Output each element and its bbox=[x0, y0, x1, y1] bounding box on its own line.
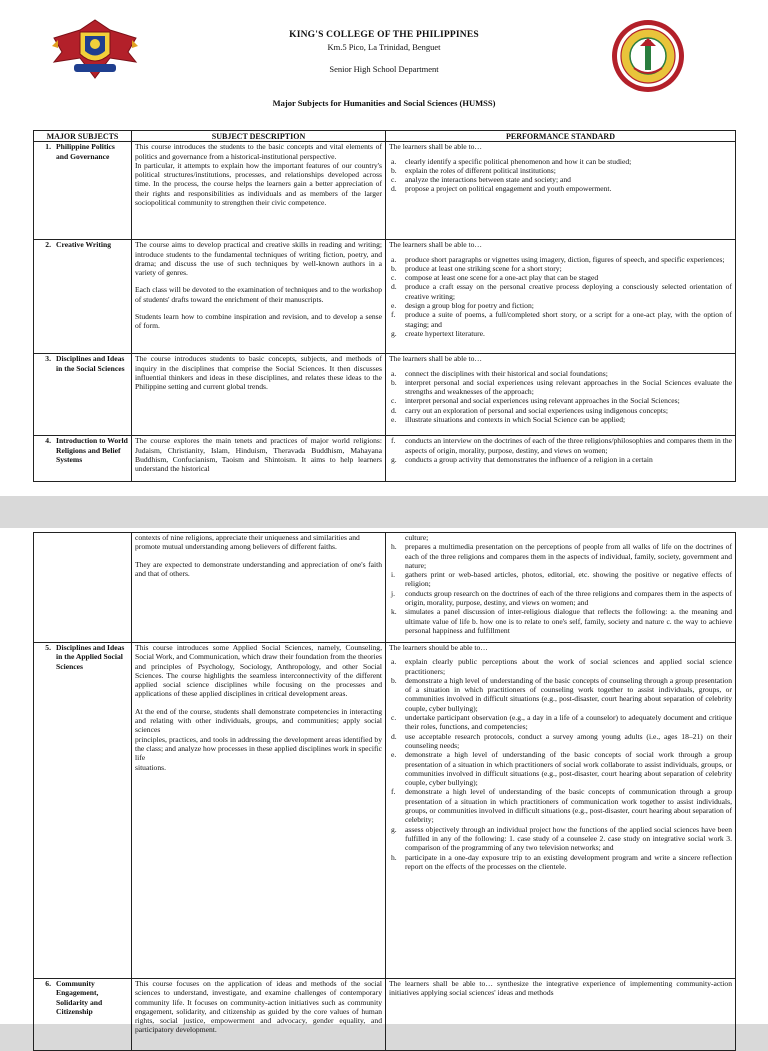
item-text: produce short paragraphs or vignettes using imagery, diction, figures of speech, and specific experiences; bbox=[405, 254, 725, 264]
subject-label bbox=[37, 142, 128, 161]
item-letter: h. bbox=[391, 852, 397, 862]
item-text: explain the roles of different political institutions; bbox=[405, 165, 556, 175]
performance-list bbox=[389, 157, 732, 194]
description-text bbox=[135, 979, 382, 1035]
subject-number: 4. bbox=[45, 436, 51, 446]
performance-item bbox=[389, 282, 732, 301]
performance-item bbox=[389, 607, 732, 635]
subject-number: 2. bbox=[45, 240, 51, 250]
performance-item bbox=[389, 396, 732, 405]
item-text: connect the disciplines with their historical and social foundations; bbox=[405, 368, 608, 378]
description-cell bbox=[132, 240, 386, 354]
description-paragraph: contexts of nine religions, appreciate their uniqueness and similarities and promote mutual understanding among believers of different faiths. bbox=[135, 533, 360, 552]
table-row bbox=[34, 533, 736, 643]
performance-item bbox=[389, 570, 732, 589]
department-name: Senior High School Department bbox=[329, 64, 439, 74]
subjects-table-part-1 bbox=[33, 130, 736, 482]
subject-cell bbox=[34, 354, 132, 436]
performance-item bbox=[389, 310, 732, 329]
performance-item bbox=[389, 750, 732, 787]
item-letter: b. bbox=[391, 675, 397, 685]
description-paragraph: This course introduces the students to the basic concepts and vital elements of politics and governance from a historical-institutional perspective. In particular, it attempts to explain how the important features of our country's political structures/institutions, processes, and relationships developed across time. In the process, the course helps the learners gain a better appreciation of their rights and responsibilities as individuals and as members of the larger sociopolitical community to strengthen their civic competence. bbox=[135, 142, 382, 208]
subject-label bbox=[37, 643, 128, 671]
performance-intro: The learners should be able to… bbox=[389, 643, 488, 652]
item-text: analyze the interactions between state and society; and bbox=[405, 175, 571, 185]
table-row bbox=[34, 354, 736, 436]
description-text bbox=[135, 533, 382, 578]
item-letter: a. bbox=[391, 368, 397, 378]
performance-standard-text bbox=[389, 533, 732, 635]
performance-item bbox=[389, 415, 732, 424]
item-text: demonstrate a high level of understanding of the basic concepts of social work through a group presentation of a situation in which practitioners of social work collaborate to assist individuals, groups, or communities involved in difficult situations (e.g., post-disaster, court hearing about separation of celebrity couple, cyber bullying); bbox=[405, 750, 732, 788]
item-letter: d. bbox=[391, 282, 397, 292]
subject-number: 5. bbox=[45, 643, 51, 652]
document-header bbox=[0, 0, 768, 122]
item-letter: h. bbox=[391, 542, 397, 552]
description-paragraph: The course aims to develop practical and creative skills in reading and writing; introduce students to the fundamental techniques of writing fiction, poetry, and drama; and discuss the use of such techniques by well-known authors in a variety of genres. bbox=[135, 240, 382, 278]
performance-item bbox=[389, 732, 732, 751]
item-letter: i. bbox=[391, 570, 396, 580]
performance-intro: The learners shall be able to… bbox=[389, 354, 482, 364]
item-letter: c. bbox=[391, 396, 397, 406]
item-text: demonstrate a high level of understanding of the basic concepts of counseling through a group presentation of a situation in which practitioners of counseling work together to assist individuals, groups, or communities involved in difficult situations (e.g., post-disaster, court hearing about separation of celebrity couple, cyber bullying); bbox=[405, 675, 732, 713]
description-text bbox=[135, 436, 382, 473]
description-paragraph: This course introduces some Applied Social Sciences, namely, Counseling, Social Work, and Communication, which draw their foundation from the theories and principles of Psychology, Sociology, Anthropology, and other Social Sciences. The course highlights the seamless interconnectivity of the different applied social science disciplines while focusing on the processes and applications of these applied disciplines in critical development areas. bbox=[135, 643, 382, 699]
performance-intro: The learners shall be able to… bbox=[389, 240, 482, 250]
performance-standard-cell bbox=[386, 643, 736, 979]
description-cell bbox=[132, 979, 386, 1051]
performance-intro: The learners shall be able to… bbox=[389, 142, 482, 152]
performance-item bbox=[389, 787, 732, 824]
item-letter: c. bbox=[391, 175, 397, 185]
item-text: conducts an interview on the doctrines of each of the three religions/philosophies and compares them in the aspects of origin, morality, purpose, destiny, and views on women; bbox=[405, 436, 732, 455]
subject-name: Introduction to World Religions and Belief Systems bbox=[56, 436, 128, 464]
school-address: Km.5 Pico, La Trinidad, Benguet bbox=[327, 42, 441, 52]
item-text: interpret personal and social experiences using relevant approaches in the Social Sciences; bbox=[405, 396, 680, 406]
description-paragraph: At the end of the course, students shall demonstrate competencies in interacting and relating with other individuals, groups, and communities; apply social sciences principles, practices, and tools in addressing the development areas identified by the class; and analyze how processes in these applied disciplines work in specific life situations. bbox=[135, 706, 382, 772]
performance-standard-text bbox=[389, 354, 732, 424]
item-letter: b. bbox=[391, 377, 397, 387]
item-letter: k. bbox=[391, 607, 397, 617]
performance-standard-cell bbox=[386, 533, 736, 643]
subject-number: 1. bbox=[45, 142, 51, 152]
performance-item bbox=[389, 166, 732, 175]
description-paragraph: This course focuses on the application of ideas and methods of the social sciences to understand, investigate, and examine challenges of contemporary community life. It focuses on community-action initiatives such as community engagement, solidarity, and citizenship as guided by the core values of human rights, social justice, empowerment and advocacy, gender equality, and participatory development. bbox=[135, 979, 382, 1035]
item-text: produce at least one striking scene for a short story; bbox=[405, 263, 562, 273]
item-text: assess objectively through an individual project how the functions of the applied social sciences have been fulfilled in any of the following: 1. case study of a counselee 2. case study on integrative social work 3. comparison of the programming of any two television networks; and bbox=[405, 824, 732, 853]
description-cell bbox=[132, 533, 386, 643]
performance-standard-text bbox=[389, 643, 732, 871]
performance-item bbox=[389, 301, 732, 310]
performance-item bbox=[389, 657, 732, 676]
performance-item bbox=[389, 264, 732, 273]
performance-item bbox=[389, 589, 732, 608]
item-text: simulates a panel discussion of inter-religious dialogue that reflects the following: a. the meaning and ultimate value of life b. how one is to relate to one's self, family, society and nature c. the way to achieve personal happiness and fulfillment bbox=[405, 607, 732, 635]
subject-name: Creative Writing bbox=[56, 240, 112, 250]
description-paragraph: The course explores the main tenets and practices of major world religions: Judaism, Christianity, Islam, Hinduism, Theravada Buddhism, Mahayana Buddhism, Confucianism, Taoism and Shintoism. It aims to help learners understand the historical bbox=[135, 436, 382, 474]
item-text: participate in a one-day exposure trip to an existing development program and write a sincere reflection report on the effects of the processes on the clientele. bbox=[405, 852, 732, 871]
item-letter: f. bbox=[391, 436, 396, 446]
performance-item bbox=[389, 713, 732, 732]
performance-item bbox=[389, 853, 732, 872]
description-text bbox=[135, 240, 382, 330]
performance-item bbox=[389, 369, 732, 378]
performance-standard-text bbox=[389, 142, 732, 193]
performance-item bbox=[389, 175, 732, 184]
subject-name: Disciplines and Ideas in the Social Sciences bbox=[56, 354, 125, 373]
performance-item bbox=[389, 273, 732, 282]
school-name: KING'S COLLEGE OF THE PHILIPPINES bbox=[289, 30, 479, 40]
performance-standard-cell bbox=[386, 240, 736, 354]
description-text bbox=[135, 142, 382, 207]
item-text: conducts group research on the doctrines of each of the three religions and compares them in the aspects of origin, morality, purpose, destiny, and views on women; and bbox=[405, 588, 732, 608]
description-paragraph: Each class will be devoted to the examination of techniques and to the workshop of students' drafts toward the enrichment of their manuscripts. bbox=[135, 285, 382, 304]
description-cell bbox=[132, 142, 386, 240]
description-cell bbox=[132, 436, 386, 482]
subject-label bbox=[37, 979, 128, 1016]
performance-standard-text bbox=[389, 240, 732, 338]
item-letter: d. bbox=[391, 184, 397, 194]
performance-item bbox=[389, 329, 732, 338]
item-letter: c. bbox=[391, 713, 397, 723]
item-text: prepares a multimedia presentation on the perceptions of people from all walks of life on the doctrines of each of the three religions and compares them in the aspects of individual, family, society, government and nature; bbox=[405, 542, 732, 570]
item-letter: f. bbox=[391, 310, 396, 320]
description-paragraph: Students learn how to combine inspiration and revision, and to develop a sense of form. bbox=[135, 312, 382, 331]
item-text: conducts a group activity that demonstrates the influence of a religion in a certain bbox=[405, 454, 653, 464]
item-text: produce a suite of poems, a full/completed short story, or a script for a one-act play, with the option of staging; and bbox=[405, 310, 732, 329]
description-paragraph: The course introduces students to basic concepts, subjects, and methods of inquiry in the disciplines that comprise the Social Sciences. It then discusses influential thinkers and ideas in these disciplines, and relates these ideas to the Philippine setting and current global trends. bbox=[135, 354, 382, 392]
subject-cell bbox=[34, 979, 132, 1051]
item-letter: c. bbox=[391, 273, 397, 283]
subject-cell bbox=[34, 643, 132, 979]
item-text: interpret personal and social experiences using relevant approaches in the Social Sciences evaluate the strengths and weaknesses of the approach; bbox=[405, 377, 732, 397]
document-title: Major Subjects for Humanities and Social Sciences (HUMSS) bbox=[272, 98, 496, 108]
performance-item bbox=[389, 255, 732, 264]
performance-list bbox=[389, 255, 732, 339]
performance-item bbox=[389, 184, 732, 193]
item-letter: a. bbox=[391, 156, 397, 166]
item-text: clearly identify a specific political phenomenon and how it can be studied; bbox=[405, 156, 632, 166]
column-header-major-subjects: MAJOR SUBJECTS bbox=[34, 131, 132, 142]
item-text: culture; bbox=[405, 533, 429, 542]
subject-name: Community Engagement, Solidarity and Citizenship bbox=[56, 979, 103, 1016]
performance-item bbox=[389, 406, 732, 415]
subject-label bbox=[37, 436, 128, 464]
item-text: design a group blog for poetry and fiction; bbox=[405, 301, 534, 311]
performance-intro: The learners shall be able to… synthesize the integrative experience of implementing community-action initiatives applying social sciences' ideas and methods bbox=[389, 979, 732, 998]
item-letter: d. bbox=[391, 405, 397, 415]
subject-name: Disciplines and Ideas in the Applied Social Sciences bbox=[56, 643, 125, 671]
performance-standard-cell bbox=[386, 979, 736, 1051]
item-text: use acceptable research protocols, conduct a survey among young adults (i.e., ages 18–21) on their counseling needs; bbox=[405, 731, 732, 750]
item-text: compose at least one scene for a one-act play that can be staged bbox=[405, 273, 599, 283]
item-letter: f. bbox=[391, 787, 396, 797]
performance-standard-cell bbox=[386, 142, 736, 240]
item-text: explain clearly public perceptions about the work of social sciences and applied social science practitioners; bbox=[405, 657, 732, 676]
performance-standard-cell bbox=[386, 354, 736, 436]
item-letter: g. bbox=[391, 328, 397, 338]
performance-list bbox=[389, 369, 732, 425]
subject-cell bbox=[34, 142, 132, 240]
description-text bbox=[135, 354, 382, 391]
table-header-row bbox=[34, 131, 736, 142]
performance-item bbox=[389, 157, 732, 166]
item-letter: b. bbox=[391, 165, 397, 175]
subjects-table-part-2 bbox=[33, 532, 736, 1051]
performance-list bbox=[389, 533, 732, 635]
document-page-2 bbox=[0, 528, 768, 1035]
performance-standard-text bbox=[389, 436, 732, 464]
document-page-1 bbox=[0, 0, 768, 496]
column-header-performance-standard: PERFORMANCE STANDARD bbox=[386, 131, 736, 142]
subject-label bbox=[37, 354, 128, 373]
item-text: undertake participant observation (e.g., a day in a life of a counselor) to adequately document and critique their roles, functions, and competencies; bbox=[405, 713, 732, 732]
performance-item bbox=[389, 436, 732, 455]
item-letter bbox=[389, 533, 405, 542]
item-text: illustrate situations and contexts in which Social Science can be applied; bbox=[405, 415, 626, 425]
performance-item bbox=[389, 455, 732, 464]
subject-name: Philippine Politics and Governance bbox=[56, 142, 115, 161]
table-row bbox=[34, 436, 736, 482]
subject-cell bbox=[34, 533, 132, 643]
item-letter: j. bbox=[391, 588, 396, 598]
item-letter: a. bbox=[391, 254, 397, 264]
subject-number: 6. bbox=[45, 979, 51, 988]
item-letter: d. bbox=[391, 731, 397, 741]
item-text: carry out an exploration of personal and social experiences using indigenous concepts; bbox=[405, 405, 668, 415]
item-letter: g. bbox=[391, 454, 397, 464]
subject-label bbox=[37, 240, 128, 249]
description-text bbox=[135, 643, 382, 772]
item-text: produce a craft essay on the personal creative process deploying a consciously selected orientation of creative writing; bbox=[405, 282, 732, 301]
performance-list bbox=[389, 657, 732, 871]
performance-list bbox=[389, 436, 732, 464]
item-text: demonstrate a high level of understanding of the basic concepts of communication through a group presentation of a situation in which practitioners of communication work together to assist individuals, groups, or communities involved in difficult situations (e.g., post-disaster, court hearing about separation of celebrity; bbox=[405, 787, 732, 825]
item-letter: a. bbox=[391, 657, 397, 667]
item-letter: e. bbox=[391, 415, 397, 425]
performance-item bbox=[389, 825, 732, 853]
subject-cell bbox=[34, 436, 132, 482]
item-letter: e. bbox=[391, 750, 397, 760]
performance-item bbox=[389, 542, 732, 570]
column-header-subject-description: SUBJECT DESCRIPTION bbox=[132, 131, 386, 142]
item-letter: g. bbox=[391, 824, 397, 834]
description-paragraph: They are expected to demonstrate understanding and appreciation of one's faith and that of others. bbox=[135, 559, 382, 578]
performance-item bbox=[389, 676, 732, 713]
item-letter: e. bbox=[391, 301, 397, 311]
item-letter: b. bbox=[391, 263, 397, 273]
table-row bbox=[34, 240, 736, 354]
table-row bbox=[34, 142, 736, 240]
performance-standard-text bbox=[389, 979, 732, 998]
item-text: gathers print or web-based articles, photos, editorial, etc. showing the positive or negative effects of religion; bbox=[405, 570, 732, 589]
item-text: propose a project on political engagement and youth empowerment. bbox=[405, 184, 612, 194]
performance-item bbox=[389, 533, 732, 542]
table-row bbox=[34, 979, 736, 1051]
performance-standard-cell bbox=[386, 436, 736, 482]
performance-item bbox=[389, 378, 732, 397]
item-text: create hypertext literature. bbox=[405, 328, 485, 338]
table-row bbox=[34, 643, 736, 979]
description-cell bbox=[132, 354, 386, 436]
subject-cell bbox=[34, 240, 132, 354]
subject-number: 3. bbox=[45, 354, 51, 364]
description-cell bbox=[132, 643, 386, 979]
